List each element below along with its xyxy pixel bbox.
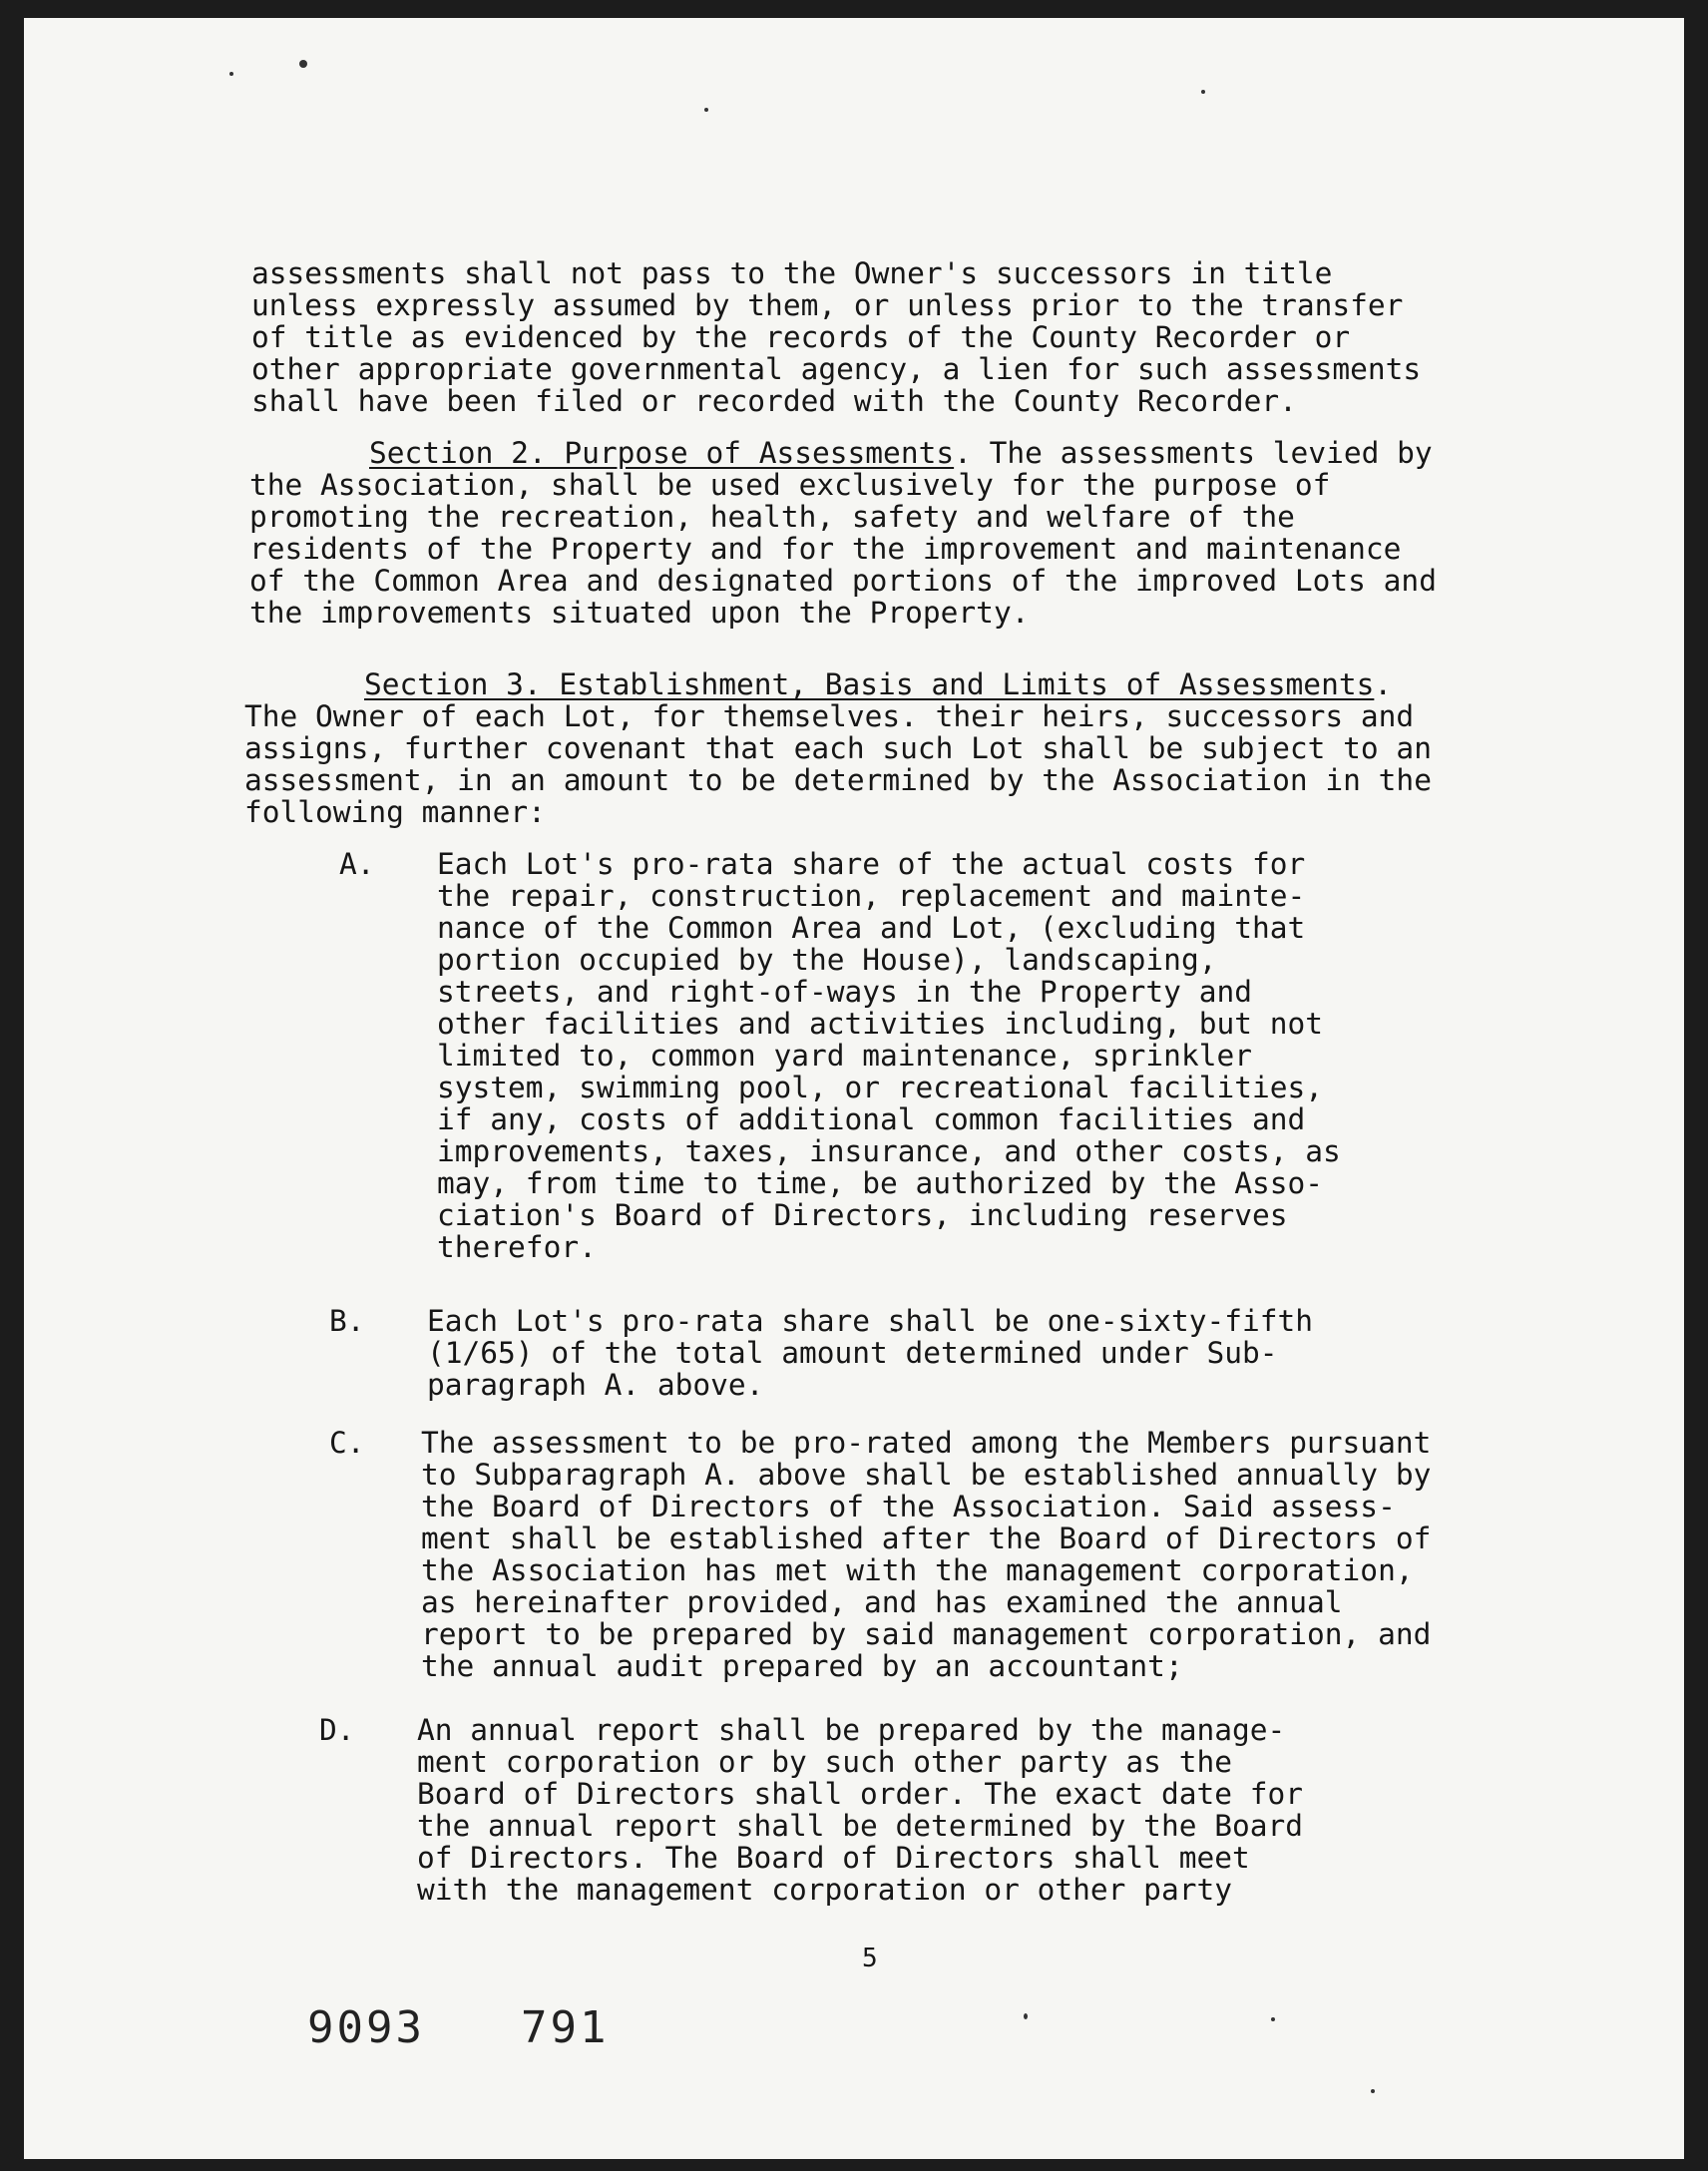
text-line: if any, costs of additional common facilities and xyxy=(437,1102,1306,1136)
item-letter: D. xyxy=(319,1713,355,1747)
scan-speck xyxy=(1201,90,1205,94)
text-line: improvements, taxes, insurance, and other costs, as xyxy=(437,1134,1341,1168)
text-line: Each Lot's pro-rata share of the actual costs for xyxy=(437,847,1306,881)
scan-speck xyxy=(1024,2013,1028,2019)
text-line: promoting the recreation, health, safety and welfare of the xyxy=(249,500,1295,534)
text-line: therefor. xyxy=(437,1230,597,1264)
page-number: 5 xyxy=(862,1944,878,1973)
item-body xyxy=(421,1427,1431,1682)
text-line: assigns, further covenant that each such Lot shall be subject to an xyxy=(244,731,1432,765)
document-page xyxy=(24,18,1684,2159)
item-body xyxy=(427,1305,1313,1401)
text-line: of the Common Area and designated portions of the improved Lots and xyxy=(249,564,1437,598)
text-line: the Association, shall be used exclusively for the purpose of xyxy=(249,468,1331,502)
text-line: limited to, common yard maintenance, sprinkler xyxy=(437,1039,1252,1073)
section-3-first-line xyxy=(244,668,1551,700)
section-2-paragraph xyxy=(249,437,1546,629)
text-line: of title as evidenced by the records of the County Recorder or xyxy=(251,320,1351,354)
scan-speck xyxy=(1371,2089,1375,2093)
item-letter: B. xyxy=(329,1304,365,1338)
section-3-paragraph xyxy=(244,668,1551,828)
item-body xyxy=(417,1714,1303,1906)
scan-speck xyxy=(1271,2017,1275,2021)
text-line: residents of the Property and for the improvement and maintenance xyxy=(249,532,1402,566)
text-line: paragraph A. above. xyxy=(427,1368,764,1402)
text-line: The assessment to be pro-rated among the Members pursuant xyxy=(421,1426,1432,1460)
text-line: the improvements situated upon the Property. xyxy=(249,596,1030,629)
text-line: The Owner of each Lot, for themselves. their heirs, successors and xyxy=(244,699,1415,733)
text-line: as hereinafter provided, and has examined the annual xyxy=(421,1585,1343,1619)
section-2-first-line-rest: . The assessments levied by xyxy=(954,437,1433,470)
text-line: (1/65) of the total amount determined under Sub- xyxy=(427,1336,1278,1370)
text-line: ment shall be established after the Board of Directors of xyxy=(421,1521,1432,1555)
text-line: other appropriate governmental agency, a lien for such assessments xyxy=(251,352,1422,386)
text-line: the Association has met with the management corporation, xyxy=(421,1553,1414,1587)
text-line: the Board of Directors of the Association. Said assess- xyxy=(421,1490,1396,1523)
text-line: shall have been filed or recorded with the County Recorder. xyxy=(251,384,1297,417)
text-line: the annual report shall be determined by the Board xyxy=(417,1809,1304,1843)
section-2-first-line xyxy=(249,437,1546,469)
text-line: the annual audit prepared by an accountant; xyxy=(421,1649,1183,1683)
intro-paragraph xyxy=(251,257,1548,417)
text-line: may, from time to time, be authorized by the Asso- xyxy=(437,1166,1324,1200)
text-line: Each Lot's pro-rata share shall be one-sixty-fifth xyxy=(427,1304,1314,1338)
text-line: report to be prepared by said management corporation, and xyxy=(421,1617,1432,1651)
document-code xyxy=(307,2003,609,2053)
text-line: following manner: xyxy=(244,795,546,828)
text-line: other facilities and activities including, but not xyxy=(437,1007,1324,1041)
scan-speck xyxy=(704,108,708,112)
document-code-right: 791 xyxy=(520,2002,610,2053)
section-3-heading: Section 3. Establishment, Basis and Limits of Assessments xyxy=(364,668,1375,701)
text-line: system, swimming pool, or recreational facilities, xyxy=(437,1071,1324,1104)
section-3-first-line-rest: . xyxy=(1374,668,1393,701)
section-2-heading: Section 2. Purpose of Assessments xyxy=(369,437,955,470)
text-line: portion occupied by the House), landscaping, xyxy=(437,943,1217,977)
text-line: to Subparagraph A. above shall be established annually by xyxy=(421,1458,1432,1492)
scan-speck xyxy=(229,72,233,76)
text-line: ciation's Board of Directors, including reserves xyxy=(437,1198,1288,1232)
text-line: assessments shall not pass to the Owner's successors in title xyxy=(251,257,1333,290)
text-line: An annual report shall be prepared by the manage- xyxy=(417,1713,1286,1747)
text-line: nance of the Common Area and Lot, (excluding that xyxy=(437,911,1306,945)
text-line: streets, and right-of-ways in the Property and xyxy=(437,975,1252,1009)
text-line: Board of Directors shall order. The exact date for xyxy=(417,1777,1304,1811)
item-letter: C. xyxy=(329,1426,365,1460)
text-line: assessment, in an amount to be determined by the Association in the xyxy=(244,763,1432,797)
text-line: unless expressly assumed by them, or unless prior to the transfer xyxy=(251,288,1404,322)
text-line: the repair, construction, replacement and mainte- xyxy=(437,879,1306,913)
item-body xyxy=(437,848,1341,1263)
text-line: with the management corporation or other party xyxy=(417,1873,1232,1907)
document-code-left: 9093 xyxy=(307,2002,425,2053)
item-letter: A. xyxy=(339,847,375,881)
text-line: of Directors. The Board of Directors shall meet xyxy=(417,1841,1250,1875)
scan-speck xyxy=(299,60,307,68)
text-line: ment corporation or by such other party as the xyxy=(417,1745,1232,1779)
